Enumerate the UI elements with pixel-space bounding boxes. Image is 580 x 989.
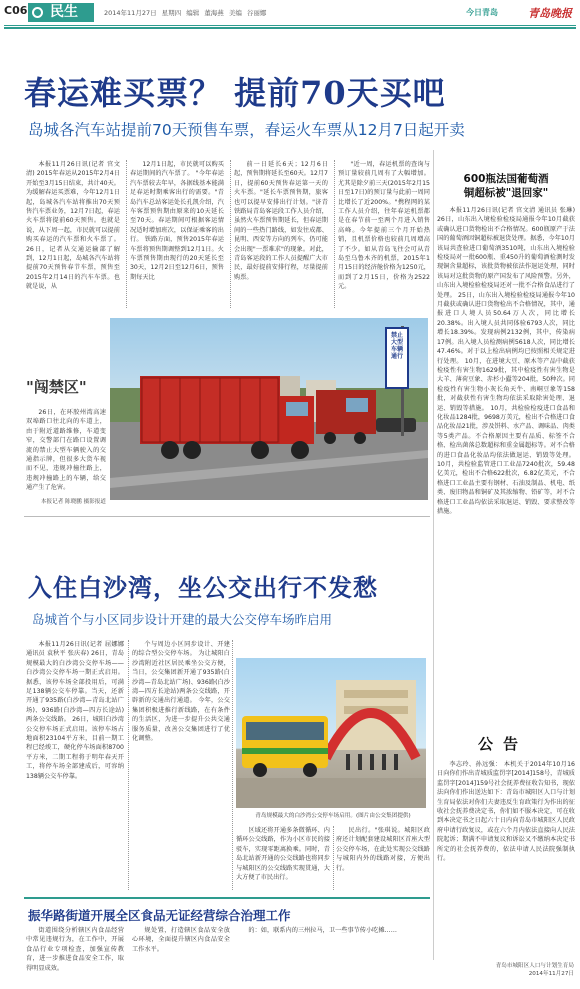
column-divider (333, 826, 334, 890)
column-divider (126, 160, 127, 308)
page-number: C06 (4, 4, 28, 17)
masthead-rule-thick (4, 27, 576, 29)
masthead (0, 0, 580, 26)
bus-column-1: 本报11月26日讯(记者 屈娜娜 通讯员 袁秋平 张庆春) 26日，青岛规模最大的白沙湾公交停车场——白沙湾公交停车场一期正式启用。据悉，该停车场全部投用后，可满足138辆公交车停靠。当天，还新开通了935路(白沙湾—青岛北站广场)、936路(白沙湾—四方长途站)两条公交线路。 26日，城阳白沙湾公交停车场正式启用。该停车场占地面积23104平方米，目前一期工程已经竣工，硬化停车场面积8700平方米，二期工程将于明年春天开工，将停车场全部建成后，可容纳138辆公交车停靠。 (26, 641, 124, 780)
column-divider (334, 160, 335, 308)
bus-photo-caption: 青岛规模最大的白沙湾公交停车场启用。(图片由公交集团提供) (255, 813, 411, 819)
column-divider (128, 640, 129, 890)
lead-column-4: "近一周，春运机票的查询与预订量较前几周有了大幅增加。尤其是除夕前三天(2015年2月15日至17日)的预订量与此前一周同比增长了近200%。"携程网的某工作人员介绍，往年春运机票都是在春节前一至两个月进入销售高峰。今年提前三个月开始热销，且机票价格也较前几周增高了不少。如从青岛飞往会可从青岛至乌鲁木齐的机票，2015年1月15日的经济舱价格为1250元，而到了2月15日，价格为2522元。 (338, 161, 430, 291)
newspaper-logo: 青岛晚报 (528, 7, 572, 20)
third-story-rule (24, 897, 430, 899)
bus-station-photo (236, 658, 426, 808)
bus-station-illustration (236, 658, 426, 808)
lead-column-1: 本报11月26日讯(记者 官文清) 2015年春运从2015年2月4日开始至3月15日结束，共计40天。为缓解春运买票难，今年12月1日起，岛城各汽车站将推出70天预售汽车票业务，12月7日起，春运火车票将提前60天预售。也就是说，从下周一起，市民就可以提前购买春运的汽车票和火车票了。 26日，记者从交通运输部了解到，12月1日起，岛城各汽车站将提前70天预售春节车票，预售至2015年2月14日的汽车车票。也就是说，从 (26, 161, 120, 291)
section-rule (24, 516, 430, 517)
food-column-1: 街道围绕分析辖区内食品经营中常见违规行为，在工作中，开展食品行业专项检查，加强宣传教育，进一步推进食品安全工作，取得明显成效。 (26, 927, 124, 972)
food-column-2: 规处置，打造辖区食品安全放心环境，全面提升辖区内食品安全工作水平。 (132, 927, 230, 953)
section-circle-icon (32, 7, 43, 18)
bus-column-2: 个与周边小区同步设计、开建的综合型公交停车场。 为让城阳白沙湾附近社区居民乘坐公交方便，当日，公交集团新开通了935路(白沙湾—青岛北站广场)、936路(白沙湾—四方长途站)两条公交线路，开辟新的交通出行通道。 今年，公交集团积极进推行新线路，在有条件的生活区，为进一步提升公共交通服务质量，改善公交集团进行了优化调整。 (132, 641, 230, 743)
photo-story-body: 26日，在环胶州湾高速双埠路口往北向的车道上，由于附近道路维修，车道变窄，交警部门在路口设置调流的禁止大型车辆驶入的交通指示牌，但很多大货车视而不见，违规冲撞往路上，违规冲撞路上的车辆，给交通产生了危害。 (26, 409, 106, 492)
notice-body: 李志玲、孙远强： 本机关于2014年10月16日向你们作出青城质监罚字[2014]158号，青城质监罚字[2014]159号社会抚养费征收告知书，现依法向你们作出送达如下：青岛市城阳区人口与计划生育局依法对你们夫妻违反生育政策行为作出的征收社会抚养费决定书，你们如不服本决定，可在收到本决定书之日起六十日内向青岛市城阳区人民政府申请行政复议，或在六个月内依法直接向人民法院起诉；期满不申请复议和诉讼又不缴纳本决定书所定的社会抚养费的，依法申请人民法院强制执行。 (437, 761, 575, 863)
date-editor-line: 2014年11月27日 星期四 编辑 董海燕 美编 谷丽娜 (104, 9, 267, 17)
brand-column-name: 今日青岛 (466, 8, 498, 17)
photo-credit: 本报记者 陈晓鹏 摄影报道 (40, 499, 106, 505)
trucks-illustration (110, 318, 428, 500)
bus-column-4: 民出行。"张琪说。城阳区政府还计划配套建设城阳区首座大型公交停车场，在此处实现公交线路与城阳内外的线路对接，方便出行。 (336, 827, 430, 872)
notice-heading: 公告 (478, 735, 529, 753)
column-divider (230, 160, 231, 308)
notice-signature: 青岛市城阳区人口与计划生育局 2014年11月27日 (495, 963, 574, 977)
photo-story-headline: "闯禁区" (26, 378, 87, 396)
food-safety-headline: 振华路街道开展全区食品无证经营综合治理工作 (28, 908, 291, 923)
section-badge: 民生 (28, 3, 94, 22)
lead-column-2: 12月1日起，市民就可以购买春运期间的汽车票了。 "今年春运汽车票较去年早，各据线基本能满足春运时期乘客出行的需要。"青岛汽车总站客运处长孔凯介绍，汽车客票预售期由原来的10天延长至70天。春运期间可根据客运情况适时增加班次，以保证乘客的出行。 铁路方面，预售2015年春运车票将预售期调整到12月1日。火车票预售期由现行的20天延长至30天，12月2日至12月6日，预售期每天比 (130, 161, 224, 281)
masthead-rule (4, 25, 576, 26)
sidebar-divider (433, 150, 434, 960)
food-column-3: 的：如，联系内的三州拉马，卫一些事节传小吃摊…… (248, 927, 397, 934)
lead-headline: 春运难买票？ 提前70天买吧 (24, 74, 446, 112)
column-divider (232, 640, 233, 890)
bus-headline: 入住白沙湾，坐公交出行不发愁 (28, 573, 378, 602)
lead-column-3: 前一日延长6天；12月6日起，预售期将延长至60天。12月7日，提前60天预售春运第一天的火车票。"延长车票预售期，旅客也可以提早安排出行计划。"济青铁路局青岛客运段工作人员介绍，虽然火车票预售期延长，但春运期间的一些热门路线，如发往成都、昆明、西安等方向的列车，仍可能会出现"一票难求"的现象。对此，青岛客运段的工作人员提醒广大市民，最好提前安排行程，尽量提前购票。 (234, 161, 328, 281)
trucks-photo (110, 318, 428, 500)
sidebar-article: 本报11月26日讯(记者 官文清 通讯员 张琳) 26日，山东出入境检验检疫局通报今年10月截获或确认进口货物检出不合格情况。600瓶原产于法国的葡萄酒因铜超标被退货处理。据悉，今年10月该局共查验进口葡萄酒3510吨，山东出入境检验检疫局对一批600瓶、重450升的葡萄酒检测时发现铜含量超标，该批货物被依法作退运处理，同时该局对这批货物的原产国发布了风险预警。另外，山东出入境检验检疫局还对一批不合格食品进行了处理。 25日，山东出入境检验检疫局通报今年10月截获或确认进口货物检出不合格情况，其中，通报进口人境人员50.64万人次，同比增长20.38%。出入境人员共同体验6793人次，同比增长18.39%。发现病例2132例，其中，传染病17例。出入境人员检测病例5618人次，同比增长47.46%。对于以上检出病例均已按照相关规定进行处理。 10月，在进境大豆、原木等产品中截获检疫性有害生物1629批，其中检疫性有害生物是大羊、薄荷豆象、赤杉小蠹等204批，50种次。同检疫性有害生物小灰长角天牛、南峒豆象等158批，对截获性有害生物均依法采取除害处理、退运、销毁等措施。 10月，共检验检疫进口食品和化妆品1284批，9698万美元，检出不合格进口食品化妆品21批，涉及饼料、水产品、调味品、肉类等5类产品。不合格原因主要有品质、标签不合格、检出菌落总数超标和重金属超标等。对不合格的进口食品化妆品均依法做退运、销毁等处理。 10月，共检验监管进口工业品7240批次，59.48亿美元，检出不合格622批次，6.82亿美元，不合格进口工业品主要有钢材、石油及制品、机电、纸类、废旧物品和铜矿及其浓缩物、铅矿等，对不合格进口工业品均依法采取退运、销毁、要求整改等措施。 (437, 207, 575, 515)
bus-column-3: 区域还将开通多条微循环、内循环公交线路，作为小区市民的接驳车，实现零距离换乘。同时，青岛北站新开通的公交线路也将同步与城阳区的公交线路实现贯通，大大方便了市民出行。 (236, 827, 330, 882)
no-large-vehicle-sign: 禁止大型车辆通行 (391, 332, 404, 360)
bus-subheadline: 岛城首个与小区同步设计开建的最大公交停车场昨启用 (32, 612, 333, 627)
lead-subheadline: 岛城各汽车站提前70天预售车票，春运火车票从12月7日起开卖 (28, 121, 465, 139)
sidebar-headline: 600瓶法国葡萄酒 铜超标被"退回家" (463, 173, 549, 199)
